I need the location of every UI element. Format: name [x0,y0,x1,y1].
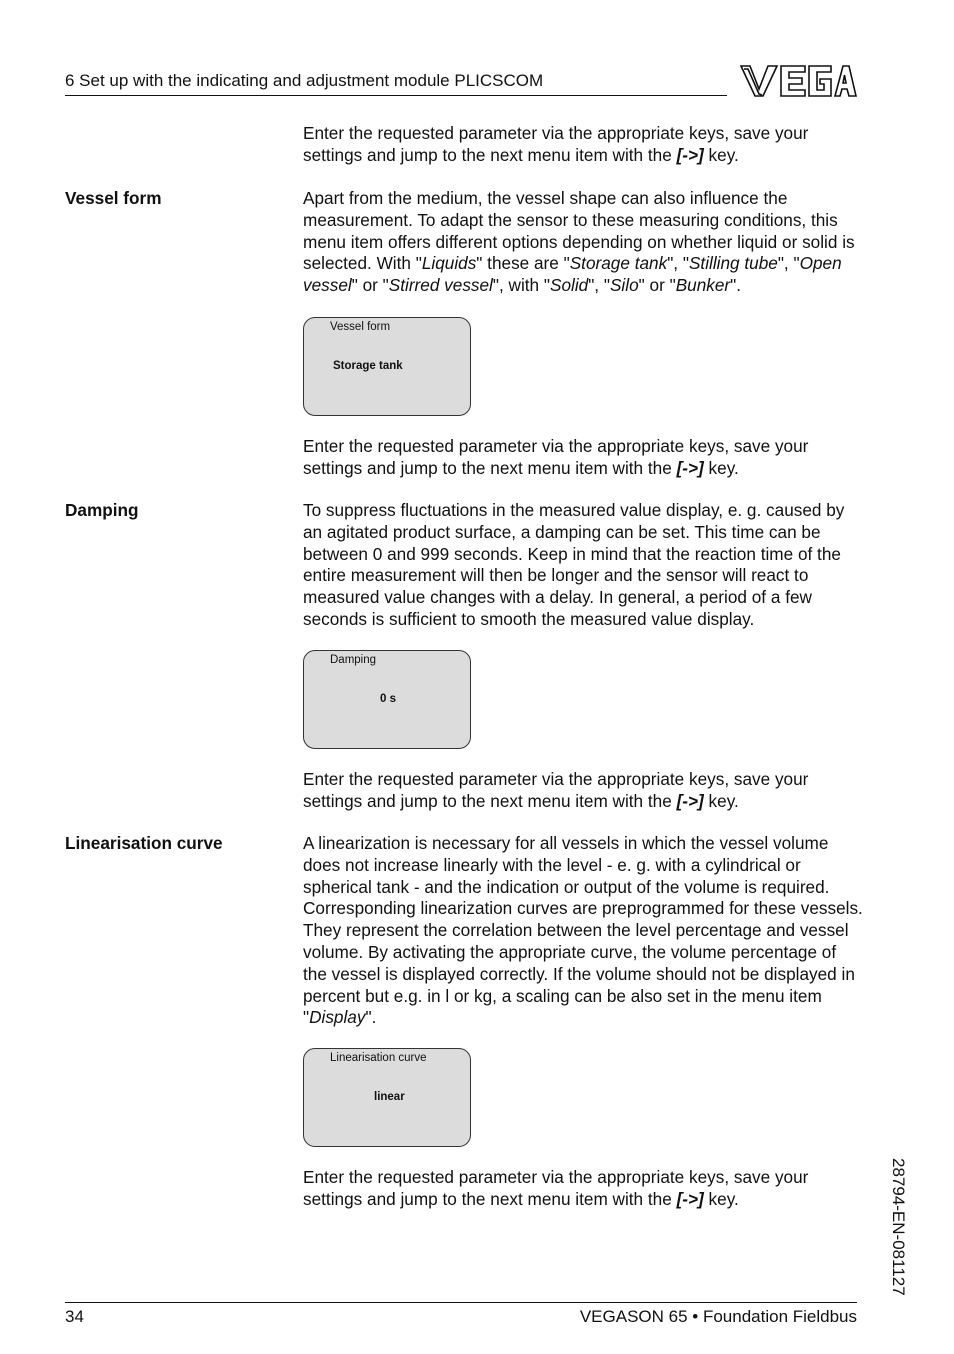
text-run: ", with " [492,275,550,296]
document-code: 28794-EN-081127 [889,1158,908,1296]
enter-instruction-1 [303,123,863,167]
text-run: " these are " [476,253,570,274]
text-run: " or " [638,275,676,296]
emphasized-term: Bunker [675,275,731,296]
damping-description [303,500,863,631]
arrow-key: [->] [676,1188,704,1209]
text-run: Apart from the medium, the vessel shape can also influence the measurement. To adapt the sensor to these measuring conditions, this menu item offers different options depending on whether liquid or solid is selected. With " [303,188,855,274]
text-run: ". [365,1007,377,1028]
instruction-text-end: key. [703,1188,739,1209]
page-number: 34 [65,1307,84,1326]
enter-instruction-4 [303,1167,863,1211]
instruction-text: Enter the requested parameter via the appropriate keys, save your settings and jump to the next menu item with the [303,1167,809,1209]
vessel-form-heading: Vessel form [65,188,162,208]
emphasized-term: Storage tank [569,253,668,274]
vessel-form-description [303,188,863,297]
display-value: Storage tank [333,360,403,372]
text-run: " or " [351,275,389,296]
vega-logo [739,64,857,98]
text-run: ", " [777,253,800,274]
linearisation-heading: Linearisation curve [65,833,223,853]
display-title: Linearisation curve [330,1052,427,1064]
display-value: linear [374,1091,405,1103]
instruction-text-end: key. [703,144,739,165]
instruction-text-end: key. [703,790,739,811]
emphasized-term: Open vessel [303,253,842,296]
text-run: ". [730,275,742,296]
linearisation-display [303,1048,471,1147]
text-run: To suppress fluctuations in the measured value display, e. g. caused by an agitated product surface, a damping can be set. This time can be between 0 and 999 seconds. Keep in mind that the reaction time of the entire measurement will then be longer and the sensor will react to measured value changes with a delay. In general, a period of a few seconds is sufficient to smooth the measured value display. [303,500,845,629]
enter-instruction-3 [303,769,863,813]
footer-product-title: VEGASON 65 • Foundation Fieldbus [579,1307,857,1326]
display-value: 0 s [380,693,396,705]
text-run: ", " [588,275,610,296]
damping-heading: Damping [65,500,139,520]
linearisation-description [303,833,863,1029]
display-title: Damping [330,654,377,666]
instruction-text: Enter the requested parameter via the appropriate keys, save your settings and jump to the next menu item with the [303,769,809,811]
enter-instruction-2 [303,436,863,480]
emphasized-term: Stilling tube [688,253,778,274]
instruction-text: Enter the requested parameter via the appropriate keys, save your settings and jump to the next menu item with the [303,123,809,165]
emphasized-term: Liquids [421,253,477,274]
display-title: Vessel form [330,321,391,333]
header-rule [65,95,727,96]
emphasized-term: Silo [609,275,639,296]
instruction-text-end: key. [703,457,739,478]
instruction-text: Enter the requested parameter via the appropriate keys, save your settings and jump to the next menu item with the [303,436,809,478]
page-header-title: 6 Set up with the indicating and adjustment module PLICSCOM [65,71,544,90]
arrow-key: [->] [676,790,704,811]
emphasized-term: Stirred vessel [388,275,493,296]
arrow-key: [->] [676,144,704,165]
text-run: ", " [667,253,689,274]
arrow-key: [->] [676,457,704,478]
footer-rule [65,1302,857,1303]
emphasized-term: Display [309,1007,366,1028]
damping-display [303,650,471,749]
vessel-form-display [303,317,471,416]
emphasized-term: Solid [549,275,589,296]
text-run: A linearization is necessary for all vessels in which the vessel volume does not increase linearly with the level - e. g. with a cylindrical or spherical tank - and the indication or output of the volume is required. Corresponding linearization curves are preprogrammed for these vessels. They represent the correlation between the level percentage and vessel volume. By activating the appropriate curve, the volume percentage of the vessel is displayed correctly. If the volume should not be displayed in percent but e.g. in l or kg, a scaling can be also set in the menu item " [303,833,863,1028]
